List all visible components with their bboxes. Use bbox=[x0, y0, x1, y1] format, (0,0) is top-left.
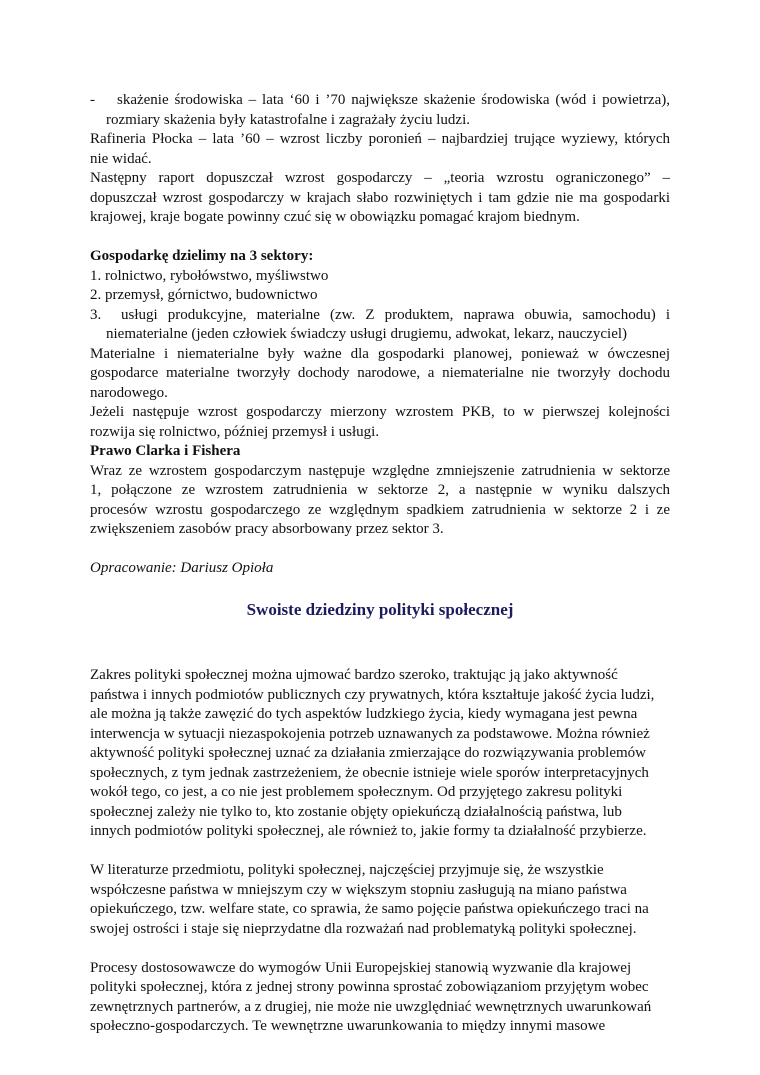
text-line: społeczno-gospodarczych. Te wewnętrzne uwarunkowania to między innymi masowe bbox=[90, 1018, 606, 1034]
text-line: ale można ją także zawęzić do tych aspektów ludzkiego życia, kiedy wymagana jest pewna bbox=[90, 706, 638, 722]
text-line: niematerialne (jeden człowiek świadczy usługi drugiemu, adwokat, lekarz, nauczyciel) bbox=[106, 326, 628, 342]
text-line: zwiększeniem zasobów pracy absorbowany przez sektor 3. bbox=[90, 521, 444, 537]
text-line: społecznej zależy nie tylko to, kto zostanie objęty opiekuńczą działalnością państwa, lub bbox=[90, 803, 622, 820]
text-line: Następny raport dopuszczał wzrost gospodarczy – „teoria wzrostu ograniczonego” – bbox=[90, 170, 670, 186]
text-line: Wraz ze wzrostem gospodarczym następuje względne zmniejszenie zatrudnienia w sektorze bbox=[90, 462, 670, 479]
text-line: dopuszczał wzrost gospodarczy w krajach słabo rozwiniętych i tam gdzie nie ma gospodarki bbox=[90, 189, 670, 206]
text-line: narodowego. bbox=[90, 384, 168, 401]
text-line: 1, połączone ze wzrostem zatrudnienia w sektorze 2, a następnie w wyniku dalszych bbox=[90, 482, 670, 498]
sectors-heading: Gospodarkę dzielimy na 3 sektory: bbox=[90, 248, 314, 264]
text-line: procesów wzrostu gospodarczego ze względnym spadkiem zatrudnienia w sektorze 2 i ze bbox=[90, 501, 670, 518]
text-line: państwa i innych podmiotów publicznych czy prywatnych, która kształtuje jakość życia ludzi, bbox=[90, 686, 655, 703]
law-heading: Prawo Clarka i Fishera bbox=[90, 443, 241, 459]
text-line: Materialne i niematerialne były ważne dla gospodarki planowej, ponieważ w ówczesnej bbox=[90, 345, 670, 362]
paragraph bbox=[90, 666, 670, 842]
text-line: aktywność polityki społecznej uznać za działania zmierzające do rozwiązywania problemów bbox=[90, 745, 647, 761]
text-line: wokół tego, co jest, a co nie jest problemem społecznym. Od przyjętego zakresu polityki bbox=[90, 784, 623, 800]
paragraph bbox=[90, 959, 670, 1037]
text-line: Rafineria Płocka – lata ’60 – wzrost liczby poronień – najbardziej trujące wyziewy, których bbox=[90, 131, 670, 147]
text-line: nie widać. bbox=[90, 150, 152, 167]
document-page bbox=[90, 91, 670, 1037]
paragraph bbox=[90, 861, 670, 939]
bullet-item bbox=[90, 91, 670, 111]
sector-item bbox=[90, 306, 670, 326]
list-number: 3. bbox=[90, 306, 102, 323]
text-line: rozmiary skażenia były katastrofalne i zagrażały życiu ludzi. bbox=[106, 111, 470, 128]
sector-item: 1. rolnictwo, rybołówstwo, myśliwstwo bbox=[90, 267, 329, 284]
bullet-marker: - bbox=[90, 92, 95, 108]
text-line: polityki społecznej, która z jednej strony powinna sprostać zobowiązaniom przyjętym wobec bbox=[90, 979, 649, 995]
text-line: zewnętrznych partnerów, a z drugiej, nie może nie uwzględniać wewnętrznych uwarunkowań bbox=[90, 998, 652, 1015]
text-line: Jeżeli następuje wzrost gospodarczy mierzony wzrostem PKB, to w pierwszej kolejności bbox=[90, 404, 670, 420]
text-line: krajowej, kraje bogate powinny czuć się w obowiązku pomagać krajom biednym. bbox=[90, 209, 580, 225]
text-line: usługi produkcyjne, materialne (zw. Z produktem, naprawa obuwia, samochodu) i bbox=[121, 306, 670, 323]
text-line: społecznych, z tym jednak zastrzeżeniem, że obecnie istnieje wiele sporów interpretacyjnych bbox=[90, 764, 649, 781]
section-title: Swoiste dziedziny polityki społecznej bbox=[246, 599, 514, 619]
text-line: Zakres polityki społecznej można ujmować bardzo szeroko, traktując ją jako aktywność bbox=[90, 667, 618, 683]
text-line: Procesy dostosowawcze do wymogów Unii Europejskiej stanowią wyzwanie dla krajowej bbox=[90, 959, 632, 976]
text-line: rozwija się rolnictwo, później przemysł i usługi. bbox=[90, 423, 380, 440]
sector-item: 2. przemysł, górnictwo, budownictwo bbox=[90, 287, 318, 303]
text-line: współczesne państwa w mniejszym czy w większym stopniu zasługują na miano państwa bbox=[90, 881, 627, 898]
text-line: skażenie środowiska – lata ‘60 i ’70 największe skażenie środowiska (wód i powietrza), bbox=[117, 92, 670, 108]
text-line: gospodarce materialne tworzyły dochody narodowe, a niematerialne nie tworzyły dochodu bbox=[90, 365, 670, 381]
text-line: opiekuńczego, tzw. welfare state, co sprawia, że samo pojęcie państwa opiekuńczego traci na bbox=[90, 901, 649, 917]
text-line: innych podmiotów polityki społecznej, ale również to, jakie formy ta działalność przybierze. bbox=[90, 823, 647, 839]
text-line: W literaturze przedmiotu, polityki społecznej, najczęściej przyjmuje się, że wszystkie bbox=[90, 862, 604, 878]
text-line: swojej ostrości i staje się nieprzydatne dla rozważań nad problematyką polityki społecznej. bbox=[90, 920, 637, 937]
text-line: interwencja w sytuacji niezaspokojenia potrzeb uznawanych za podstawowe. Można również bbox=[90, 725, 650, 742]
author-credit: Opracowanie: Dariusz Opioła bbox=[90, 560, 274, 576]
